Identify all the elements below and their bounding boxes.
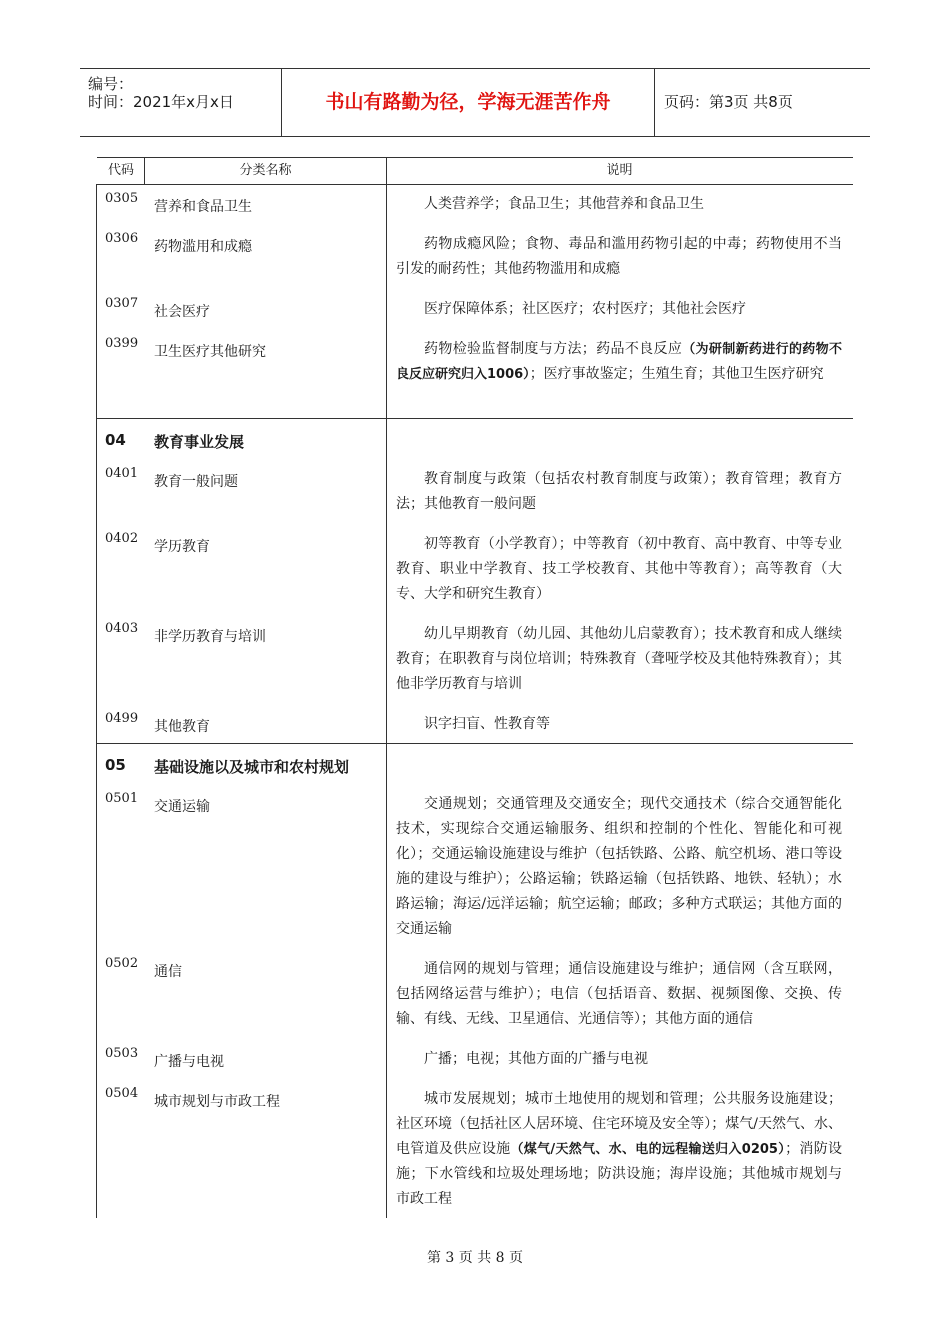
row-name: 交通运输: [154, 799, 210, 815]
serial-label: 编号：: [88, 75, 134, 93]
page-label: 页码：第3页 共8页: [664, 93, 793, 111]
section-name: 基础设施以及城市和农村规划: [154, 758, 350, 776]
section-code: 05: [105, 756, 126, 774]
desc-part: 城市发展规划；城市土地使用的规划和管理；公共服务设施建设；社区环境（包括社区人居环境、住宅环境及安全等）；煤气/天然气、水、电管道及供应设施: [396, 1091, 842, 1157]
col-code-header: 代码: [107, 163, 134, 178]
row-name: 教育一般问题: [154, 474, 238, 490]
row-name: 通信: [154, 964, 182, 980]
row-code: 0401: [105, 466, 139, 481]
row-name: 城市规划与市政工程: [154, 1094, 280, 1110]
col-desc-header: 说明: [606, 163, 633, 178]
row-name: 社会医疗: [154, 304, 210, 320]
row-code: 0306: [105, 231, 139, 246]
row-name: 卫生医疗其他研究: [154, 344, 266, 360]
row-name: 药物滥用和成瘾: [154, 239, 252, 255]
row-code: 0504: [105, 1086, 139, 1101]
divider-desc: [386, 158, 387, 1218]
desc-part: 药物检验监督制度与方法；药品不良反应: [424, 341, 683, 357]
desc-bold-note: （煤气/天然气、水、电的远程输送归入0205）: [510, 1142, 786, 1157]
row-code: 0399: [105, 336, 139, 351]
row-desc: 教育制度与政策（包括农村教育制度与政策）；教育管理；教育方法；其他教育一般问题: [396, 471, 842, 512]
row-desc: 交通规划；交通管理及交通安全；现代交通技术（综合交通智能化技术，实现综合交通运输服务、组织和控制的个性化、智能化和可视化）；交通运输设施建设与维护（包括铁路、公路、航空机场、港口等设施的建设与维护）；公路运输；铁路运输（包括铁路、地铁、轻轨）；水路运输；海运/远洋运输；航空运输；邮政；多种方式联运；其他方面的交通运输: [396, 796, 842, 937]
header-motto: 书山有路勤为径，学海无涯苦作舟: [281, 69, 655, 136]
row-name: 非学历教育与培训: [154, 629, 266, 645]
row-code: 0503: [105, 1046, 139, 1061]
classification-table: [97, 157, 853, 1218]
section-code: 04: [105, 431, 126, 449]
header-page-info: [654, 69, 870, 136]
row-name: 营养和食品卫生: [154, 199, 252, 215]
row-desc: 医疗保障体系；社区医疗；农村医疗；其他社会医疗: [424, 301, 746, 317]
row-name: 其他教育: [154, 719, 210, 735]
row-desc: 初等教育（小学教育）；中等教育（初中教育、高中教育、中等专业教育、职业中学教育、技工学校教育、其他中等教育）；高等教育（大专、大学和研究生教育）: [396, 536, 842, 602]
table-header-row: [97, 158, 853, 185]
row-code: 0403: [105, 621, 139, 636]
section-name: 教育事业发展: [154, 433, 245, 451]
row-code: 0305: [105, 191, 139, 206]
row-desc: 通信网的规划与管理；通信设施建设与维护；通信网（含互联网，包括网络运营与维护）；电信（包括语音、数据、视频图像、交换、传输、有线、无线、卫星通信、光通信等）；其他方面的通信: [396, 961, 842, 1027]
row-name: 学历教育: [154, 539, 210, 555]
row-code: 0307: [105, 296, 139, 311]
divider-code-header: [144, 158, 145, 184]
row-desc: 人类营养学；食品卫生；其他营养和食品卫生: [424, 196, 704, 212]
row-desc: 幼儿早期教育（幼儿园、其他幼儿启蒙教育）；技术教育和成人继续教育；在职教育与岗位培训；特殊教育（聋哑学校及其他特殊教育）；其他非学历教育与培训: [396, 626, 842, 692]
page-footer: 第 3 页 共 8 页: [426, 1250, 524, 1266]
row-code: 0402: [105, 531, 139, 546]
row-desc: 识字扫盲、性教育等: [424, 716, 550, 732]
row-desc: 广播；电视；其他方面的广播与电视: [424, 1051, 648, 1067]
row-desc: [396, 337, 842, 387]
row-code: 0501: [105, 791, 139, 806]
desc-bold-note: （为研制新药进行的药物不良反应研究归入1006）: [396, 342, 842, 382]
header-meta: [80, 69, 281, 136]
row-code: 0499: [105, 711, 139, 726]
desc-part: ；医疗事故鉴定；生殖生育；其他卫生医疗研究: [529, 366, 824, 382]
divider-left: [96, 184, 97, 1218]
desc-part: ；消防设施；下水管线和垃圾处理场地；防洪设施；海岸设施；其他城市规划与市政工程: [396, 1141, 843, 1207]
row-name: 广播与电视: [154, 1054, 224, 1070]
row-desc: 药物成瘾风险；食物、毒品和滥用药物引起的中毒；药物使用不当引发的耐药性；其他药物滥用和成瘾: [396, 236, 842, 277]
section-divider-04: [97, 418, 853, 419]
row-code: 0502: [105, 956, 139, 971]
row-desc: [396, 1087, 842, 1212]
page-header: [80, 68, 870, 137]
col-name-header: 分类名称: [239, 163, 292, 178]
section-divider-05: [97, 743, 853, 744]
date-label: 时间：2021年x月x日: [88, 93, 234, 111]
